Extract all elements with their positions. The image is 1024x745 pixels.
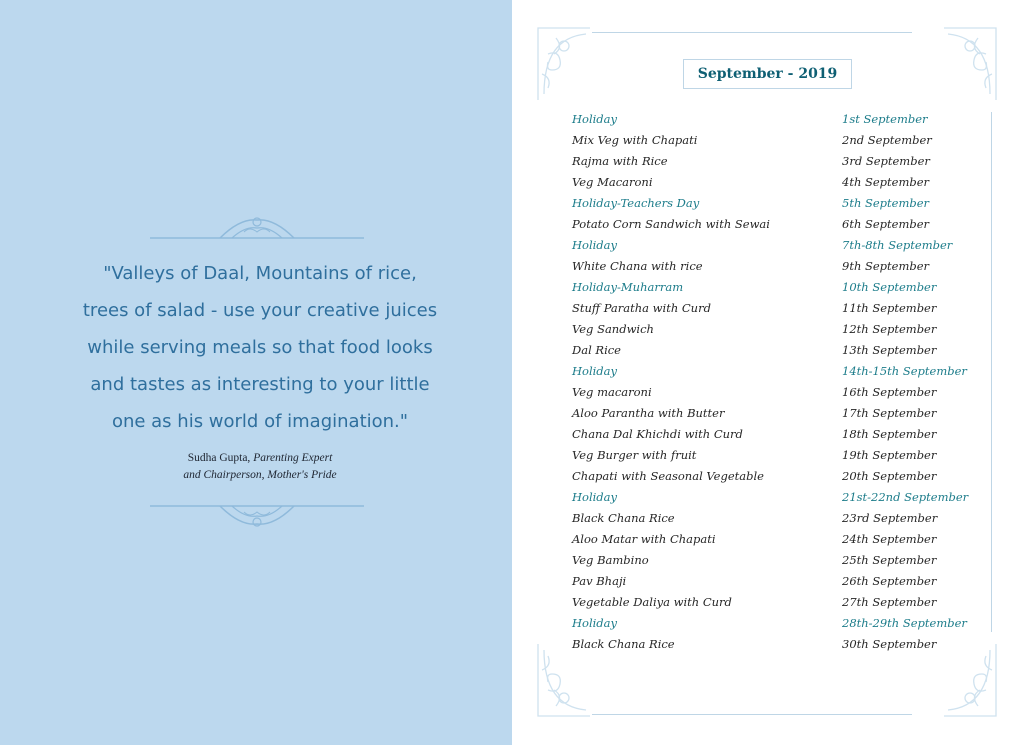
dish-name: Rajma with Rice (572, 154, 668, 168)
frame-bottom-line (592, 714, 912, 715)
menu-date: 7th-8th September (842, 238, 953, 252)
author-role: Parenting Expert (253, 452, 333, 464)
menu-row (572, 403, 972, 424)
menu-date: 10th September (842, 280, 937, 294)
menu-row (572, 571, 972, 592)
dish-name: Holiday (572, 364, 618, 378)
menu-date: 26th September (842, 574, 937, 588)
menu-date: 11th September (842, 301, 937, 315)
holiday-row (572, 613, 972, 634)
menu-date: 20th September (842, 469, 937, 483)
dish-name: Chana Dal Khichdi with Curd (572, 427, 743, 441)
holiday-row (572, 487, 972, 508)
menu-date: 23rd September (842, 511, 938, 525)
corner-ornament-top-right (940, 24, 1000, 104)
menu-date: 25th September (842, 553, 937, 567)
menu-date: 27th September (842, 595, 937, 609)
dish-name: Potato Corn Sandwich with Sewai (572, 217, 770, 231)
top-flourish-ornament (150, 210, 364, 246)
holiday-row (572, 361, 972, 382)
menu-row (572, 214, 972, 235)
dish-name: Aloo Parantha with Butter (572, 406, 725, 420)
dish-name: Pav Bhaji (572, 574, 627, 588)
menu-row (572, 508, 972, 529)
dish-name: Black Chana Rice (572, 511, 675, 525)
menu-title: September - 2019 (683, 59, 852, 89)
quote-line: while serving meals so that food looks (87, 337, 433, 358)
dish-name: Stuff Paratha with Curd (572, 301, 711, 315)
dish-name: Dal Rice (572, 343, 621, 357)
menu-row (572, 151, 972, 172)
quote-line: and tastes as interesting to your little (90, 374, 430, 395)
holiday-row (572, 277, 972, 298)
menu-row (572, 424, 972, 445)
holiday-row (572, 235, 972, 256)
dish-name: Mix Veg with Chapati (572, 133, 698, 147)
dish-name: Veg Bambino (572, 553, 649, 567)
author-name: Sudha Gupta, (187, 452, 251, 464)
corner-ornament-top-left (534, 24, 594, 104)
author-org: Mother's Pride (267, 469, 337, 481)
menu-date: 4th September (842, 175, 930, 189)
menu-date: 17th September (842, 406, 937, 420)
parenting-quote (60, 255, 460, 440)
dish-name: White Chana with rice (572, 259, 703, 273)
dish-name: Holiday-Muharram (572, 280, 684, 294)
menu-date: 16th September (842, 385, 937, 399)
menu-date: 14th-15th September (842, 364, 967, 378)
menu-date: 30th September (842, 637, 937, 651)
dish-name: Holiday (572, 490, 618, 504)
menu-row (572, 340, 972, 361)
menu-date: 12th September (842, 322, 937, 336)
holiday-row (572, 193, 972, 214)
menu-row (572, 172, 972, 193)
dish-name: Veg Sandwich (572, 322, 654, 336)
menu-row (572, 319, 972, 340)
menu-list (572, 109, 972, 655)
menu-row (572, 550, 972, 571)
quote-line: one as his world of imagination." (111, 411, 409, 432)
dish-name: Holiday-Teachers Day (572, 196, 700, 210)
quote-line: trees of salad - use your creative juices (82, 300, 438, 321)
holiday-row (572, 109, 972, 130)
menu-date: 18th September (842, 427, 937, 441)
bottom-flourish-ornament (150, 500, 364, 536)
menu-row (572, 634, 972, 655)
dish-name: Chapati with Seasonal Vegetable (572, 469, 764, 483)
menu-date: 2nd September (842, 133, 932, 147)
dish-name: Veg Macaroni (572, 175, 653, 189)
menu-row (572, 529, 972, 550)
frame-top-line (592, 32, 912, 33)
menu-date: 19th September (842, 448, 937, 462)
menu-date: 6th September (842, 217, 930, 231)
menu-date: 1st September (842, 112, 928, 126)
menu-date: 5th September (842, 196, 930, 210)
menu-row (572, 256, 972, 277)
dish-name: Holiday (572, 238, 618, 252)
menu-date: 28th-29th September (842, 616, 967, 630)
dish-name: Black Chana Rice (572, 637, 675, 651)
dish-name: Veg macaroni (572, 385, 652, 399)
menu-date: 13th September (842, 343, 937, 357)
menu-date: 3rd September (842, 154, 930, 168)
dish-name: Vegetable Daliya with Curd (572, 595, 732, 609)
quote-attribution (120, 450, 400, 484)
menu-row (572, 298, 972, 319)
quote-line: "Valleys of Daal, Mountains of rice, (103, 263, 417, 284)
dish-name: Holiday (572, 616, 618, 630)
dish-name: Veg Burger with fruit (572, 448, 697, 462)
menu-row (572, 382, 972, 403)
menu-row (572, 445, 972, 466)
menu-page (512, 0, 1024, 745)
dish-name: Holiday (572, 112, 618, 126)
author-line2-prefix: and Chairperson, (183, 469, 265, 481)
menu-date: 24th September (842, 532, 937, 546)
menu-row (572, 466, 972, 487)
frame-right-line (991, 112, 992, 632)
menu-row (572, 592, 972, 613)
menu-date: 9th September (842, 259, 930, 273)
menu-date: 21st-22nd September (842, 490, 969, 504)
menu-row (572, 130, 972, 151)
dish-name: Aloo Matar with Chapati (572, 532, 716, 546)
